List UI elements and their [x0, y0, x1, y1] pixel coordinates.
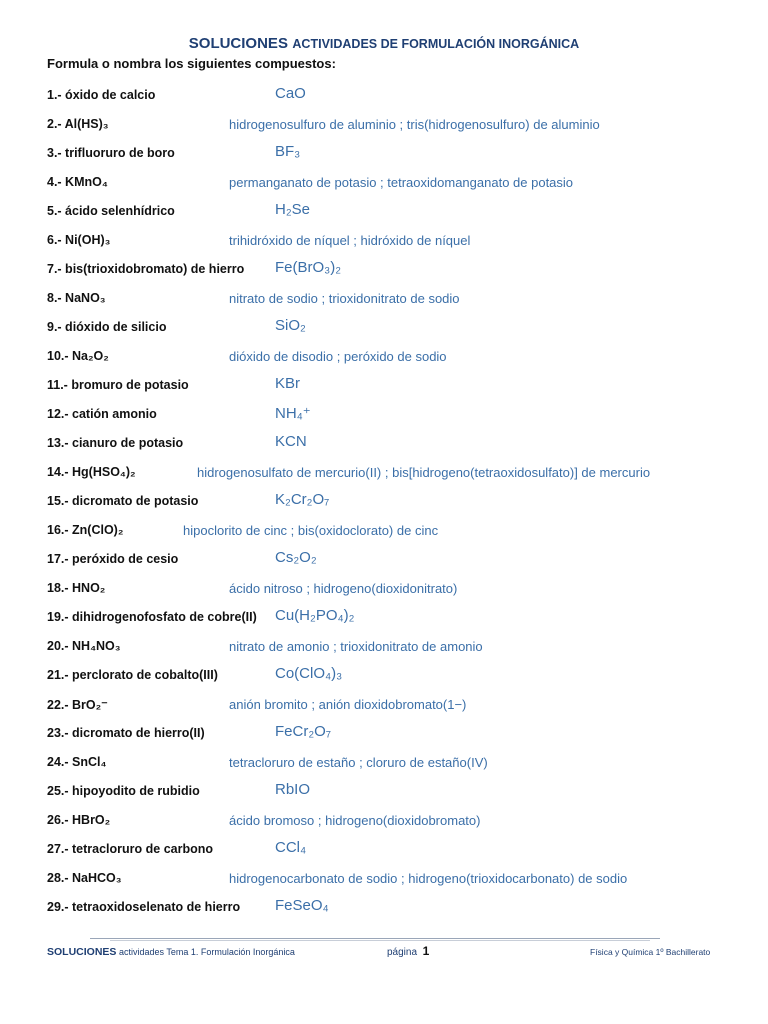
answer-text: Cs₂O₂ [275, 549, 317, 566]
question-text: 20.- NH₄NO₃ [47, 639, 121, 653]
question-text: 15.- dicromato de potasio [47, 494, 199, 508]
answer-text: hidrogenocarbonato de sodio ; hidrogeno(trioxidocarbonato) de sodio [229, 871, 628, 886]
answer-text: nitrato de sodio ; trioxidonitrato de sodio [229, 291, 460, 306]
list-item [47, 491, 747, 512]
answer-text: Co(ClO₄)₃ [275, 665, 343, 682]
list-item [47, 723, 747, 744]
title-main: SOLUCIONES [188, 35, 288, 52]
answer-text: FeCr₂O₇ [275, 723, 331, 740]
list-item [47, 407, 747, 425]
answer-text: K₂Cr₂O₇ [275, 491, 330, 508]
list-item [47, 117, 747, 135]
list-item [47, 581, 747, 599]
question-text: 2.- Al(HS)₃ [47, 117, 109, 131]
list-item [47, 607, 747, 628]
footer-subtitle: actividades Tema 1. Formulación Inorgánica [118, 947, 295, 957]
answer-text: Cu(H₂PO₄)₂ [275, 607, 355, 624]
answer-text: ácido bromoso ; hidrogeno(dioxidobromato) [229, 813, 481, 828]
footer-left [47, 946, 295, 958]
footer-page [387, 944, 429, 958]
question-text: 22.- BrO₂⁻ [47, 698, 108, 712]
list-item [47, 175, 747, 193]
question-text: 19.- dihidrogenofosfato de cobre(II) [47, 610, 257, 624]
list-item [47, 897, 747, 918]
question-text: 27.- tetracloruro de carbono [47, 842, 214, 856]
footer-divider-shadow [110, 940, 650, 941]
list-item [47, 813, 747, 831]
answer-text: tetracloruro de estaño ; cloruro de estaño(IV) [229, 755, 488, 770]
question-text: 16.- Zn(ClO)₂ [47, 523, 124, 537]
question-text: 28.- NaHCO₃ [47, 871, 122, 885]
question-text: 9.- dióxido de silicio [47, 320, 167, 334]
list-item [47, 85, 747, 106]
page-number: 1 [422, 944, 430, 958]
list-item [47, 871, 747, 889]
footer-title: SOLUCIONES [47, 946, 117, 958]
question-text: 24.- SnCl₄ [47, 755, 107, 769]
question-text: 18.- HNO₂ [47, 581, 106, 595]
list-item [47, 465, 747, 483]
answer-text: KBr [275, 375, 301, 392]
answer-text: Fe(BrO₃)₂ [275, 259, 342, 276]
list-item [47, 549, 747, 570]
answer-text: hipoclorito de cinc ; bis(oxidoclorato) de cinc [183, 523, 439, 538]
question-text: 13.- cianuro de potasio [47, 436, 184, 450]
question-text: 8.- NaNO₃ [47, 291, 106, 305]
list-item [47, 781, 747, 802]
list-item [47, 523, 747, 541]
answer-text: dióxido de disodio ; peróxido de sodio [229, 349, 447, 364]
list-item [47, 375, 747, 396]
question-text: 6.- Ni(OH)₃ [47, 233, 111, 247]
answer-text: SiO₂ [275, 317, 306, 334]
answer-text: CCl₄ [275, 839, 307, 856]
answer-text: hidrogenosulfato de mercurio(II) ; bis[hidrogeno(tetraoxidosulfato)] de mercurio [197, 465, 651, 480]
list-item [47, 839, 747, 860]
list-item [47, 233, 747, 251]
list-item [47, 143, 747, 164]
list-item [47, 201, 747, 222]
title-rest: ACTIVIDADES DE FORMULACIÓN INORGÁNICA [292, 37, 580, 51]
question-text: 25.- hipoyodito de rubidio [47, 784, 200, 798]
list-item [47, 697, 747, 715]
answer-text: BF₃ [275, 143, 301, 160]
list-item [47, 259, 747, 280]
question-text: 11.- bromuro de potasio [47, 378, 189, 392]
answer-text: CaO [275, 85, 306, 102]
list-item [47, 665, 747, 686]
question-text: 23.- dicromato de hierro(II) [47, 726, 205, 740]
question-text: 1.- óxido de calcio [47, 88, 156, 102]
answer-text: NH₄⁺ [275, 405, 311, 422]
answer-text: nitrato de amonio ; trioxidonitrato de amonio [229, 639, 483, 654]
question-text: 3.- trifluoruro de boro [47, 146, 175, 160]
page-label: página [387, 947, 418, 958]
answer-text: hidrogenosulfuro de aluminio ; tris(hidrogenosulfuro) de aluminio [229, 117, 600, 132]
answer-text: RbIO [275, 781, 311, 798]
instructions: Formula o nombra los siguientes compuestos: [47, 56, 336, 71]
question-text: 12.- catión amonio [47, 407, 157, 421]
answer-text: H₂Se [275, 201, 311, 218]
question-text: 26.- HBrO₂ [47, 813, 111, 827]
question-text: 5.- ácido selenhídrico [47, 204, 175, 218]
answer-text: trihidróxido de níquel ; hidróxido de níquel [229, 233, 471, 248]
list-item [47, 755, 747, 773]
footer-divider [90, 938, 660, 939]
answer-text: permanganato de potasio ; tetraoxidomanganato de potasio [229, 175, 574, 190]
question-text: 21.- perclorato de cobalto(III) [47, 668, 218, 682]
answer-text: KCN [275, 433, 307, 450]
list-item [47, 291, 747, 309]
question-text: 14.- Hg(HSO₄)₂ [47, 465, 136, 479]
answer-text: FeSeO₄ [275, 897, 329, 914]
question-text: 10.- Na₂O₂ [47, 349, 109, 363]
list-item [47, 349, 747, 367]
list-item [47, 639, 747, 657]
answer-text: ácido nitroso ; hidrogeno(dioxidonitrato) [229, 581, 458, 596]
page-title [0, 35, 768, 53]
question-text: 29.- tetraoxidoselenato de hierro [47, 900, 241, 914]
list-item [47, 433, 747, 454]
list-item [47, 317, 747, 338]
question-text: 7.- bis(trioxidobromato) de hierro [47, 262, 245, 276]
footer-right: Física y Química 1º Bachillerato [590, 947, 711, 957]
question-text: 17.- peróxido de cesio [47, 552, 179, 566]
question-text: 4.- KMnO₄ [47, 175, 108, 189]
answer-text: anión bromito ; anión dioxidobromato(1−) [229, 697, 467, 712]
